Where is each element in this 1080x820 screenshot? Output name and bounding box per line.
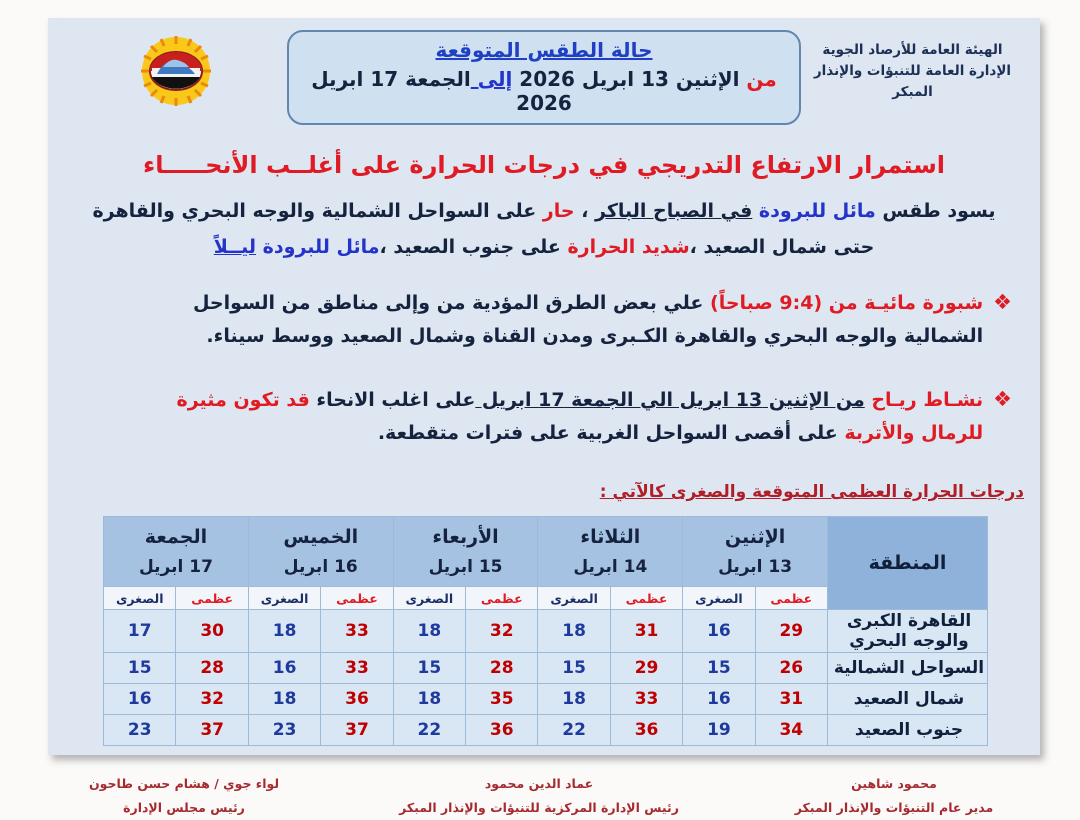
region-cell: القاهرة الكبرى والوجه البحري: [828, 610, 988, 653]
min-temp-cell: 16: [248, 653, 320, 684]
logo-wrap: [64, 28, 287, 108]
max-label: عظمى: [321, 587, 393, 610]
min-temp-cell: 18: [248, 684, 320, 715]
min-temp-cell: 18: [538, 610, 610, 653]
max-temp-cell: 37: [321, 715, 393, 746]
max-temp-cell: 37: [176, 715, 248, 746]
text-segment: من الإثنين 13 ابريل الي الجمعة 17 ابريل: [475, 388, 865, 411]
wind-bullet-text: [124, 384, 983, 451]
text-segment: على أقصى السواحل الغربية على فترات متقطعة.: [377, 421, 838, 444]
max-temp-cell: 26: [755, 653, 827, 684]
max-temp-cell: 30: [176, 610, 248, 653]
min-temp-cell: 16: [104, 684, 176, 715]
region-column-header: المنطقة: [828, 517, 988, 610]
text-segment: مائل للبرودة: [256, 236, 380, 259]
signature-name: لواء جوي / هشام حسن طاحون: [88, 776, 280, 792]
table-row: [104, 715, 988, 746]
min-label: الصغرى: [683, 587, 755, 610]
min-temp-cell: 15: [538, 653, 610, 684]
max-label: عظمى: [466, 587, 538, 610]
max-label: عظمى: [176, 587, 248, 610]
signature-director-general: [794, 772, 994, 820]
max-temp-cell: 33: [321, 610, 393, 653]
text-segment: شبورة مائيـة من (9:4 صباحاً): [703, 292, 984, 315]
main-headline: استمرار الارتفاع التدريجي في درجات الحرارة على أغلــب الأنحـــــاء: [142, 151, 946, 179]
min-temp-cell: 18: [538, 684, 610, 715]
max-temp-cell: 28: [176, 653, 248, 684]
text-segment: نشـاط ريـاح: [864, 388, 984, 411]
min-temp-cell: 22: [393, 715, 465, 746]
text-segment: الإثنين 13 ابريل 2026: [512, 67, 740, 91]
signature-central-admin-head: [399, 772, 679, 820]
text-segment: ليــلاً: [213, 236, 257, 259]
text-segment: علي بعض الطرق المؤدية من وإلى مناطق من السواحل الشمالية والوجه البحري والقاهرة الكـبرى ومدن القناة وشمال الصعيد ووسط سيناء.: [192, 292, 984, 348]
text-segment: حار: [536, 200, 575, 222]
min-temp-cell: 19: [683, 715, 755, 746]
temperature-table-heading: درجات الحرارة العظمى المتوقعة والصغرى كالآتي :: [599, 482, 1024, 503]
min-temp-cell: 15: [683, 653, 755, 684]
forecast-title: حالة الطقس المتوقعة: [435, 38, 653, 62]
day-header-cell: الجمعة 17 ابريل: [104, 517, 249, 587]
min-temp-cell: 22: [538, 715, 610, 746]
wind-bullet: [64, 384, 1024, 451]
region-cell: شمال الصعيد: [828, 684, 988, 715]
min-temp-cell: 23: [248, 715, 320, 746]
max-temp-cell: 29: [755, 610, 827, 653]
table-row: [104, 684, 988, 715]
max-temp-cell: 32: [466, 610, 538, 653]
region-cell: السواحل الشمالية: [828, 653, 988, 684]
authority-logo-icon: [139, 34, 213, 108]
table-row: [104, 653, 988, 684]
min-temp-cell: 18: [393, 684, 465, 715]
text-segment: في الصباح الباكر: [595, 200, 753, 222]
min-temp-cell: 23: [104, 715, 176, 746]
max-temp-cell: 29: [610, 653, 682, 684]
max-temp-cell: 33: [321, 653, 393, 684]
signature-title: مدير عام التنبؤات والإنذار المبكر: [794, 799, 994, 815]
min-temp-cell: 18: [248, 610, 320, 653]
organization-name: [801, 28, 1024, 103]
day-header-cell: الثلاثاء 14 ابريل: [538, 517, 683, 587]
max-temp-cell: 35: [466, 684, 538, 715]
weather-summary-paragraph: [64, 193, 1024, 265]
text-segment: إلى: [470, 67, 513, 91]
text-segment: على جنوب الصعيد ،: [379, 236, 561, 259]
text-segment: قد تكون مثيرة للرمال والأتربة: [176, 388, 984, 444]
min-temp-cell: 16: [683, 684, 755, 715]
max-temp-cell: 31: [610, 610, 682, 653]
signature-title: رئيس مجلس الإدارة: [123, 799, 245, 815]
text-segment: شديد الحرارة: [560, 236, 690, 259]
text-segment: من: [739, 67, 777, 91]
day-header-cell: الأربعاء 15 ابريل: [393, 517, 538, 587]
signature-name: محمود شاهين: [851, 776, 937, 792]
bulletin-card: [48, 18, 1040, 815]
day-header-cell: الخميس 16 ابريل: [248, 517, 393, 587]
max-temp-cell: 36: [466, 715, 538, 746]
signature-title: رئيس الإدارة المركزية للتنبؤات والإنذار المبكر: [399, 799, 679, 815]
text-segment: على اغلب الانحاء: [309, 388, 476, 411]
org-line-2: الإدارة العامة للتنبؤات والإنذار المبكر: [813, 62, 1012, 100]
min-temp-cell: 15: [104, 653, 176, 684]
min-temp-cell: 18: [393, 610, 465, 653]
diamond-bullet-icon: ❖: [993, 386, 1012, 411]
header: [64, 28, 1024, 125]
min-label: الصغرى: [248, 587, 320, 610]
min-temp-cell: 17: [104, 610, 176, 653]
min-label: الصغرى: [104, 587, 176, 610]
min-temp-cell: 15: [393, 653, 465, 684]
text-segment: ،: [574, 200, 596, 222]
temperature-table: [103, 516, 988, 746]
max-label: عظمى: [755, 587, 827, 610]
max-temp-cell: 28: [466, 653, 538, 684]
max-temp-cell: 36: [321, 684, 393, 715]
table-row: [104, 610, 988, 653]
org-line-1: الهيئة العامة للأرصاد الجوية: [822, 42, 1003, 58]
signature-board-chairman: [84, 772, 284, 820]
min-label: الصغرى: [538, 587, 610, 610]
text-segment: على السواحل الشمالية والوجه البحري والقاهرة حتى شمال الصعيد ،: [92, 200, 875, 259]
max-label: عظمى: [610, 587, 682, 610]
text-segment: الجمعة 17 ابريل 2026: [311, 67, 572, 115]
max-temp-cell: 34: [755, 715, 827, 746]
fog-bullet: [64, 287, 1024, 354]
min-temp-cell: 16: [683, 610, 755, 653]
fog-bullet-text: [124, 287, 983, 354]
min-label: الصغرى: [393, 587, 465, 610]
forecast-date-range: [299, 67, 789, 115]
forecast-title-box: [287, 30, 801, 125]
day-header-cell: الإثنين 13 ابريل: [683, 517, 828, 587]
max-temp-cell: 36: [610, 715, 682, 746]
max-temp-cell: 31: [755, 684, 827, 715]
region-cell: جنوب الصعيد: [828, 715, 988, 746]
text-segment: يسود طقس: [875, 200, 996, 222]
diamond-bullet-icon: ❖: [993, 290, 1012, 315]
signature-name: عماد الدين محمود: [484, 776, 594, 792]
signatures: [64, 772, 1024, 820]
text-segment: مائل للبرودة: [752, 200, 876, 222]
max-temp-cell: 32: [176, 684, 248, 715]
max-temp-cell: 33: [610, 684, 682, 715]
